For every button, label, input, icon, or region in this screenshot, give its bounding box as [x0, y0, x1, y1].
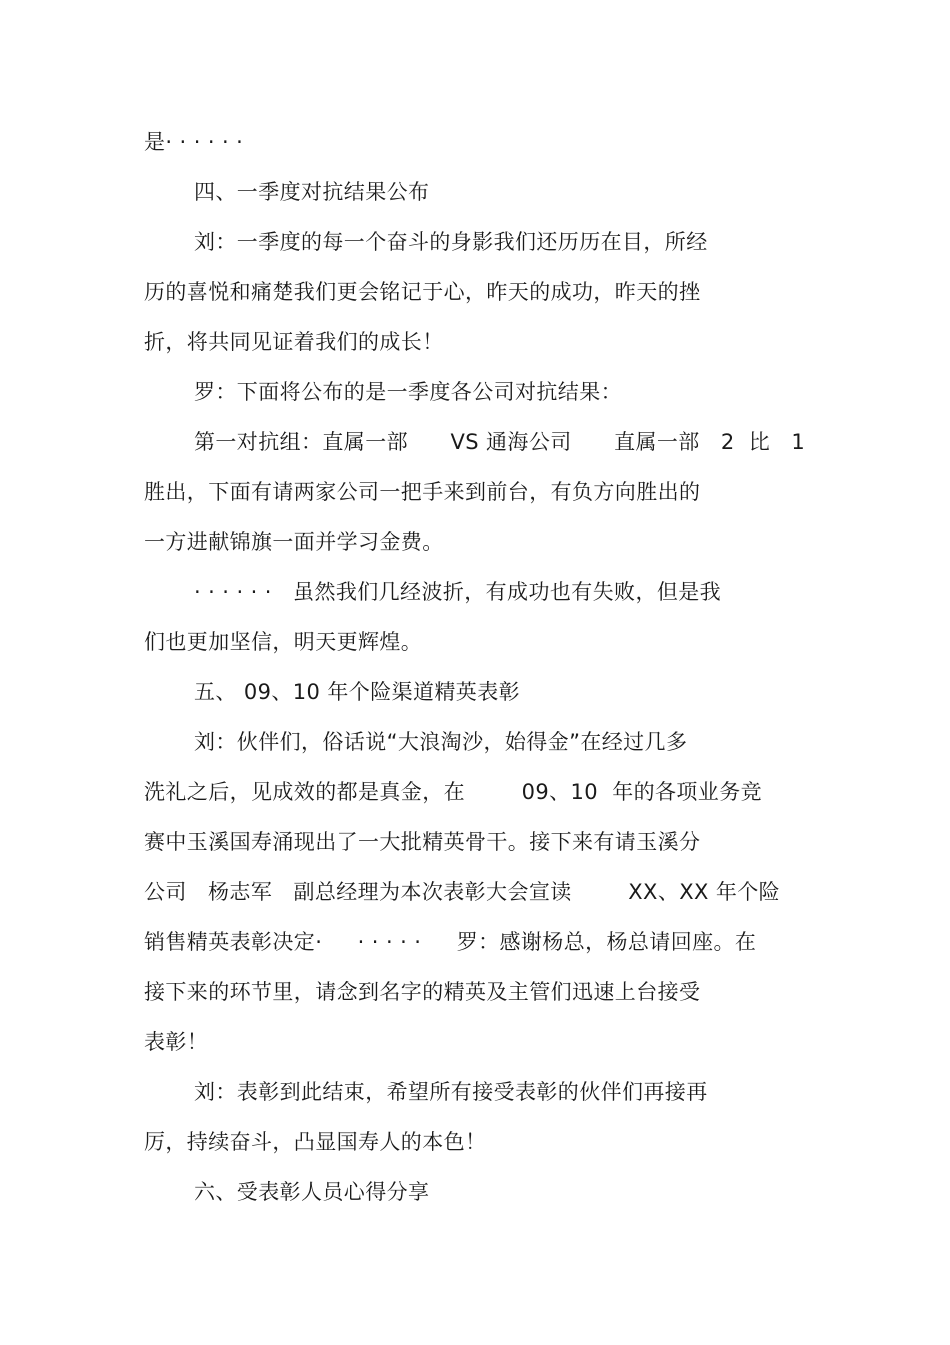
- paragraph-line: 一方进献锦旗一面并学习金费。: [144, 530, 444, 554]
- paragraph-line: 赛中玉溪国寿涌现出了一大批精英骨干。接下来有请玉溪分: [144, 830, 701, 854]
- paragraph-line: 接下来的环节里，请念到名字的精英及主管们迅速上台接受: [144, 980, 701, 1004]
- paragraph-line: 历的喜悦和痛楚我们更会铭记于心，昨天的成功，昨天的挫: [144, 280, 701, 304]
- section-heading-4: 四、一季度对抗结果公布: [194, 180, 430, 204]
- section-heading-6: 六、受表彰人员心得分享: [194, 1180, 430, 1204]
- paragraph-line: 们也更加坚信，明天更辉煌。: [144, 630, 423, 654]
- paragraph-line: 第一对抗组：直属一部 VS 通海公司 直属一部 2 比 1: [194, 430, 806, 454]
- section-heading-5: 五、 09、10 年个险渠道精英表彰: [194, 680, 520, 704]
- paragraph-line: 销售精英表彰决定· · · · · · 罗：感谢杨总，杨总请回座。在: [144, 930, 757, 954]
- paragraph-line: 刘：一季度的每一个奋斗的身影我们还历历在目，所经: [194, 230, 708, 254]
- paragraph-line: 洗礼之后，见成效的都是真金，在 09、10 年的各项业务竞: [144, 780, 762, 804]
- paragraph-line: 表彰！: [144, 1030, 209, 1054]
- paragraph-line: 罗：下面将公布的是一季度各公司对抗结果：: [194, 380, 622, 404]
- paragraph-line: 折，将共同见证着我们的成长！: [144, 330, 444, 354]
- paragraph-line: 公司 杨志军 副总经理为本次表彰大会宣读 XX、XX 年个险: [144, 880, 781, 904]
- paragraph-line: 刘：表彰到此结束，希望所有接受表彰的伙伴们再接再: [194, 1080, 708, 1104]
- paragraph-line: 胜出，下面有请两家公司一把手来到前台，有负方向胜出的: [144, 480, 701, 504]
- paragraph-line: 刘：伙伴们，俗话说“大浪淘沙，始得金”在经过几多: [194, 730, 688, 754]
- paragraph-line: · · · · · · 虽然我们几经波折，有成功也有失败，但是我: [194, 580, 722, 604]
- text-line-continuation: 是· · · · · ·: [144, 130, 244, 154]
- paragraph-line: 厉，持续奋斗，凸显国寿人的本色！: [144, 1130, 487, 1154]
